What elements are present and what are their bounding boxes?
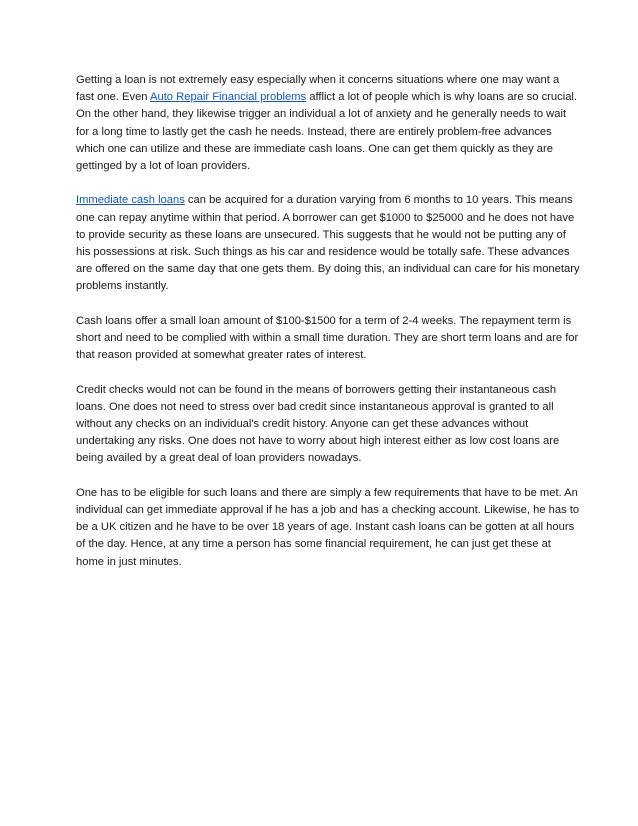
auto-repair-financial-problems-link[interactable]: Auto Repair Financial problems: [150, 91, 307, 104]
paragraph-5: [76, 485, 580, 571]
paragraph-5-text: One has to be eligible for such loans and there are simply a few requirements that have to be met. An individual can get immediate approval if he has a job and has a checking account. Likewise, he has to be a UK citizen and he have to be over 18 years of age. Instant cash loans can be gotten at all hours of the day. Hence, at any time a person has some financial requirement, he can just get these at home in just minutes.: [76, 486, 580, 568]
paragraph-1: [76, 72, 580, 175]
immediate-cash-loans-link[interactable]: Immediate cash loans: [76, 194, 185, 207]
paragraph-1-text-before: Getting a loan is not extremely easy especially when it concerns situations where one may want a fast one. Even: [76, 74, 560, 104]
paragraph-3: [76, 313, 580, 365]
paragraph-1-text-after: afflict a lot of people which is why loans are so crucial. On the other hand, they likewise trigger an individual a lot of anxiety and he generally needs to wait for a long time to lastly get the cash he needs. Instead, there are entirely problem-free advances which one can utilize and these are immediate cash loans. One can get them quickly as they are gettinged by a lot of loan providers.: [76, 91, 578, 173]
paragraph-2: [76, 192, 580, 295]
paragraph-2-text-after: can be acquired for a duration varying from 6 months to 10 years. This means one can repay anytime within that period. A borrower can get $1000 to $25000 and he does not have to provide security as these loans are unsecured. This suggests that he would not be putting any of his possessions at risk. Such things as his car and residence would be totally safe. These advances are offered on the same day that one gets them. By doing this, an individual can care for his monetary problems instantly.: [76, 194, 580, 293]
document-body: [76, 72, 580, 588]
paragraph-4: [76, 382, 580, 468]
paragraph-4-text: Credit checks would not can be found in the means of borrowers getting their instantaneous cash loans. One does not need to stress over bad credit since instantaneous approval is granted to all without any checks on an individual's credit history. Anyone can get these advances without undertaking any risks. One does not have to worry about high interest either as low cost loans are being availed by a great deal of loan providers nowadays.: [76, 383, 560, 465]
paragraph-3-text: Cash loans offer a small loan amount of $100-$1500 for a term of 2-4 weeks. The repayment term is short and need to be complied with within a small time duration. They are short term loans and are for that reason provided at somewhat greater rates of interest.: [76, 314, 579, 362]
